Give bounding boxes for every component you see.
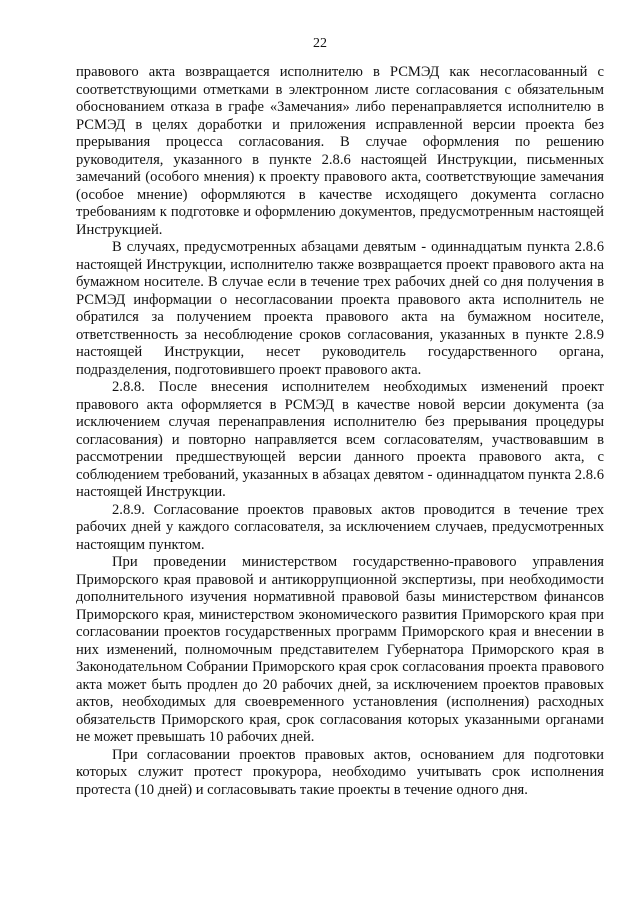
paragraph-prosecutor-protest: При согласовании проектов правовых актов, основанием для подготовки которых служит протест прокурора, необходимо учитывать срок исполнения протеста (10 дней) и согласовывать такие проекты в течение одного дня. bbox=[76, 746, 604, 798]
paragraph-extended-deadline: При проведении министерством государственно-правового управления Приморского края правовой и антикоррупционной экспертизы, при необходимости дополнительного изучения нормативной правовой базы министерством финансов Приморского края, министерством экономического развития Приморского края при согласовании проектов государственных программ Приморского края и внесении в них изменений, полномочным представителем Губернатора Приморского края в Законодательном Собрании Приморского края срок согласования проекта правового акта может быть продлен до 20 рабочих дней, за исключением проектов правовых актов, необходимых для своевременного установления (исполнения) расходных обязательств Приморского края, срок согласования которых указанными органами не может превышать 10 рабочих дней. bbox=[76, 554, 604, 745]
paragraph-2-8-9: 2.8.9. Согласование проектов правовых актов проводится в течение трех рабочих дней у каждого согласователя, за исключением случаев, предусмотренных настоящим пунктом. bbox=[76, 501, 604, 553]
paragraph-2-8-8: 2.8.8. После внесения исполнителем необходимых изменений проект правового акта оформляется в РСМЭД в качестве новой версии документа (за исключением случая перенаправления исполнителю без прерывания процедуры согласования) и повторно направляется всем согласователям, участвовавшим в рассмотрении предшествующей версии данного проекта правового акта, с соблюдением требований, указанных в абзацах девятом - одиннадцатом пункта 2.8.6 настоящей Инструкции. bbox=[76, 379, 604, 500]
document-body bbox=[76, 64, 604, 799]
paragraph-continuation: правового акта возвращается исполнителю в РСМЭД как несогласованный с соответствующими отметками в электронном листе согласования с обязательным обоснованием отказа в графе «Замечания» либо перенаправляется исполнителю в РСМЭД в целях доработки и приложения исправленной версии проекта без прерывания процесса согласования. В случае оформления по решению руководителя, указанного в пункте 2.8.6 настоящей Инструкции, письменных замечаний (особого мнения) к проекту правового акта, соответствующие замечания (особое мнение) оформляются в качестве исходящего документа согласно требованиям к подготовке и оформлению документов, предусмотренным настоящей Инструкцией. bbox=[76, 64, 604, 238]
paragraph-returned-paper-copy: В случаях, предусмотренных абзацами девятым - одиннадцатым пункта 2.8.6 настоящей Инструкции, исполнителю также возвращается проект правового акта на бумажном носителе. В случае если в течение трех рабочих дней со дня получения в РСМЭД информации о несогласовании проекта правового акта исполнитель не обратился за получением проекта правового акта на бумажном носителе, ответственность за несоблюдение сроков согласования, указанных в пункте 2.8.9 настоящей Инструкции, несет руководитель государственного органа, подразделения, подготовившего проект правового акта. bbox=[76, 239, 604, 378]
page-number: 22 bbox=[313, 36, 327, 51]
